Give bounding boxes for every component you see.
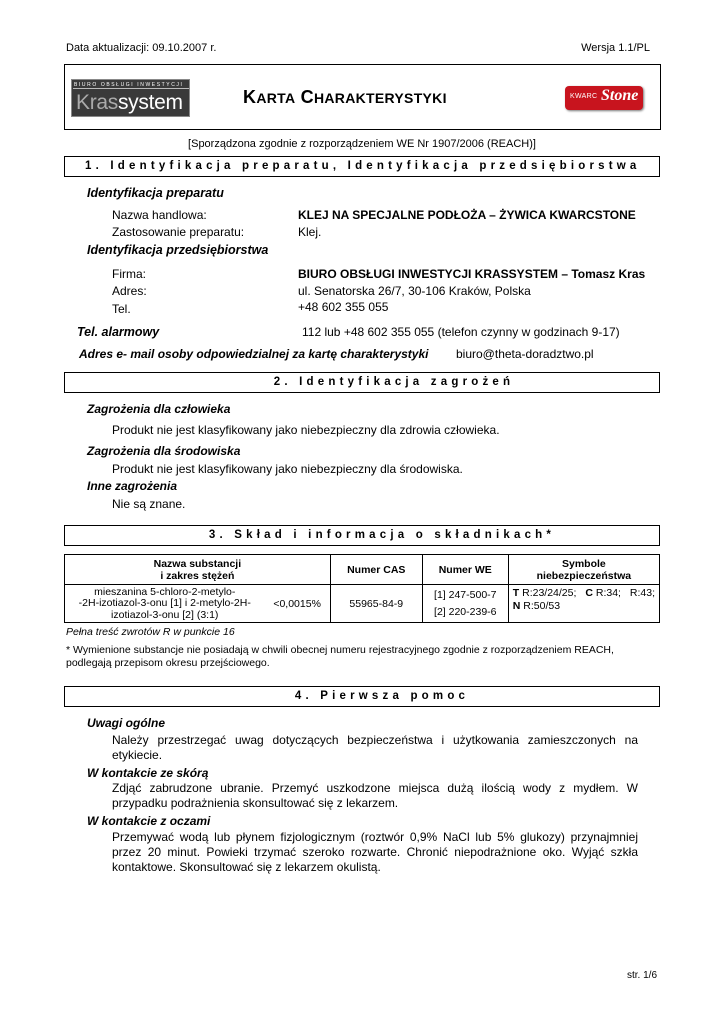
general-heading: Uwagi ogólne — [87, 716, 165, 730]
general-text: Należy przestrzegać uwag dotyczących bezpieczeństwa i użytkowania zamieszczonych na etykiecie. — [112, 733, 638, 762]
tel-label: Tel. — [112, 302, 131, 316]
other-hazard-heading: Inne zagrożenia — [87, 479, 178, 493]
document-title: KARTA CHARAKTERYSTYKI — [243, 87, 447, 107]
section-3-header: 3. Skład i informacja o składnikach* — [64, 525, 660, 546]
human-hazard-heading: Zagrożenia dla człowieka — [87, 402, 231, 416]
title-box — [64, 64, 661, 130]
cas-number: 55965-84-9 — [330, 585, 422, 623]
page-number: str. 1/6 — [626, 970, 657, 981]
reach-note: [Sporządzona zgodnie z rozporządzeniem WE Nr 1907/2006 (REACH)] — [188, 138, 536, 150]
skin-heading: W kontakcie ze skórą — [87, 766, 209, 780]
r-phrases-note: Pełna treść zwrotów R w punkcie 16 — [66, 626, 235, 638]
prep-heading: Identyfikacja preparatu — [87, 186, 224, 200]
krassystem-logo: BIURO OBSŁUGI INWESTYCJI Krassystem — [71, 79, 190, 117]
trade-name-value: KLEJ NA SPECJALNE PODŁOŻA – ŻYWICA KWARCSTONE — [298, 208, 636, 222]
skin-text: Zdjąć zabrudzone ubranie. Przemyć uszkodzone miejsca dużą ilością wody z mydłem. W przypadku podrażnienia skonsultować się z lekarzem. — [112, 781, 638, 810]
section-4-header: 4. Pierwsza pomoc — [64, 686, 660, 707]
section-2-header: 2. Identyfikacja zagrożeń — [64, 372, 660, 393]
reach-footnote: * Wymienione substancje nie posiadają w chwili obecnej numeru rejestracyjnego zgodnie z rozporządzeniem REACH, podlegają przepisom okresu przejściowego. — [66, 644, 614, 669]
col-we: Numer WE — [422, 555, 508, 585]
address-value: ul. Senatorska 26/7, 30-106 Kraków, Polska — [298, 284, 531, 298]
substance-name: mieszanina 5-chloro-2-metylo- -2H-izotiazol-3-onu [1] i 2-metylo-2H- izotiazol-3-onu [2] (3:1) — [65, 585, 265, 623]
col-substance: Nazwa substancji i zakres stężeń — [65, 555, 331, 585]
address-label: Adres: — [112, 284, 147, 298]
other-hazard-text: Nie są znane. — [112, 497, 186, 511]
human-hazard-text: Produkt nie jest klasyfikowany jako niebezpieczny dla zdrowia człowieka. — [112, 423, 500, 437]
eyes-text: Przemywać wodą lub płynem fizjologicznym (roztwór 0,9% NaCl lub 5% glukozy) przynajmniej przez 20 minut. Powieki trzymać szeroko rozwarte. Chronić niepodrażnione oko. Wyjąć szkła kontaktowe. Skonsultować się z lekarzem okulistą. — [112, 830, 638, 874]
table-row — [65, 585, 660, 623]
hazard-symbols: T R:23/24/25; C R:34; R:43; N R:50/53 — [508, 585, 659, 623]
email-label: Adres e- mail osoby odpowiedzialnej za kartę charakterystyki — [79, 347, 429, 361]
section-1-header: 1. Identyfikacja preparatu, Identyfikacja przedsiębiorstwa — [64, 156, 660, 177]
eyes-heading: W kontakcie z oczami — [87, 814, 211, 828]
composition-table — [64, 554, 660, 623]
table-header-row — [65, 555, 660, 585]
company-heading: Identyfikacja przedsiębiorstwa — [87, 243, 269, 257]
col-cas: Numer CAS — [330, 555, 422, 585]
kwarcstone-logo: KWARC Stone — [565, 86, 643, 110]
update-date: Data aktualizacji: 09.10.2007 r. — [66, 42, 217, 54]
we-number: [1] 247-500-7 [2] 220-239-6 — [422, 585, 508, 623]
firm-label: Firma: — [112, 267, 146, 281]
firm-value: BIURO OBSŁUGI INWESTYCJI KRASSYSTEM – Tomasz Kras — [298, 267, 646, 281]
env-hazard-heading: Zagrożenia dla środowiska — [87, 444, 241, 458]
trade-name-label: Nazwa handlowa: — [112, 208, 207, 222]
substance-concentration: <0,0015% — [265, 585, 331, 623]
alarm-value: 112 lub +48 602 355 055 (telefon czynny w godzinach 9-17) — [302, 325, 620, 339]
alarm-label: Tel. alarmowy — [77, 325, 160, 339]
env-hazard-text: Produkt nie jest klasyfikowany jako niebezpieczny dla środowiska. — [112, 462, 463, 476]
use-value: Klej. — [298, 225, 322, 239]
use-label: Zastosowanie preparatu: — [112, 225, 245, 239]
email-value: biuro@theta-doradztwo.pl — [456, 347, 594, 361]
version-label: Wersja 1.1/PL — [581, 42, 650, 54]
tel-value: +48 602 355 055 — [298, 300, 389, 314]
col-symbols: Symbole niebezpieczeństwa — [508, 555, 659, 585]
